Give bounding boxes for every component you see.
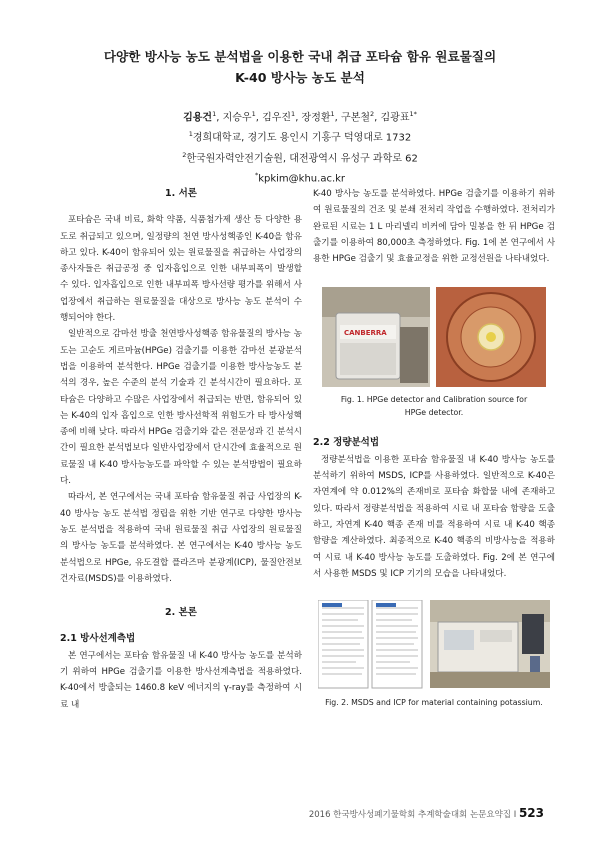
author-name: 구본철 bbox=[341, 112, 371, 124]
figure-1 bbox=[313, 287, 555, 419]
figure-2-image bbox=[318, 600, 550, 690]
email-text: kpkim@khu.ac.kr bbox=[258, 173, 346, 185]
subsection-title-2-1: 2.1 방사선계측법 bbox=[60, 633, 136, 645]
author-sup: 2 bbox=[370, 110, 375, 118]
figure-2 bbox=[313, 600, 555, 709]
author-sep: , bbox=[216, 112, 223, 124]
affiliation-2 bbox=[40, 147, 560, 167]
author-sup: 1 bbox=[212, 110, 217, 118]
paper-title bbox=[40, 46, 560, 88]
footer-separator: I bbox=[513, 810, 517, 820]
author-name: 김광표 bbox=[380, 112, 410, 124]
section-title-intro: 1. 서론 bbox=[165, 188, 197, 199]
author-block bbox=[40, 106, 560, 187]
canberra-label: CANBERRA bbox=[344, 329, 387, 338]
email-sup: * bbox=[254, 170, 259, 179]
s21-paragraph-continued: K-40 방사능 농도를 분석하였다. HPGe 검출기를 이용하기 위하여 원료물질의 건조 및 분쇄 전처리 작업을 수행하였다. 전처리가 완료된 시료는 1 L 마리넬리 비커에 담아 밀봉을 한 뒤 HPGe 검출기를 이용하여 80,000초 측정하였다. Fig. 1에 본 연구에서 사용한 HPGe 검출기 및 효율교정을 위한 교정선원을 나타내었다. bbox=[313, 189, 555, 265]
corresponding-email bbox=[40, 167, 560, 187]
title-line-2: K-40 방사능 농도 분석 bbox=[235, 70, 365, 85]
page-footer bbox=[260, 806, 544, 820]
author-sup: 1 bbox=[330, 110, 335, 118]
intro-paragraph-1: 포타슘은 국내 비료, 화학 약품, 식품첨가제 생산 등 다양한 용도로 취급되고 있으며, 일정량의 천연 방사성핵종인 K-40을 함유하고 있다. K-40이 함유되어 있는 원료물질을 취급하는 사업장의 종사자들은 취급공정 중 입자흡입으로 인한 내부피폭이 발생할 수 있다. 입자흡입으로 인한 내부피폭 방사선량 평가를 위해서 사업장에서 취급하는 원료물질을 대상으로 방사능 농도 분석이 수행되어야 한다. bbox=[60, 215, 302, 324]
subsection-title-2-2: 2.2 정량분석법 bbox=[313, 437, 380, 449]
author-sep: , bbox=[374, 112, 381, 124]
intro-paragraph-3: 따라서, 본 연구에서는 국내 포타슘 함유물질 취급 사업장의 K-40 방사능 농도 분석법 정립을 위한 기반 연구로 다양한 방사능농도 분석법을 적용하여 국내 원료물질 취급 사업장의 원료물질의 방사능 농도를 분석하였다. 본 연구에서는 K-40 방사능 농도 분석법으로 HPGe, 유도결합 플라즈마 분광계(ICP), 물질안전보건자료(MSDS)를 이용하였다. bbox=[60, 492, 302, 584]
author-name: 지승우 bbox=[222, 112, 252, 124]
section-title-body: 2. 본론 bbox=[165, 607, 197, 619]
s21-paragraph-1: 본 연구에서는 포타슘 함유물질 내 K-40 방사능 농도를 분석하기 위하여 HPGe 검출기를 이용한 방사선계측법을 적용하였다. K-40에서 방출되는 1460.8 keV 에너지의 γ-ray를 측정하여 시료 내 bbox=[60, 650, 302, 710]
author-sep: , bbox=[334, 112, 342, 124]
author-sep: , bbox=[255, 112, 263, 124]
icp-monitor bbox=[522, 614, 544, 654]
affiliation-1 bbox=[40, 126, 560, 146]
title-line-1: 다양한 방사능 농도 분석법을 이용한 국내 취급 포타슘 함유 원료물질의 bbox=[103, 49, 497, 64]
intro-paragraph-2: 일반적으로 감마선 방출 천연방사성핵종 함유물질의 방사능 농도는 고순도 게르마늄(HPGe) 검출기를 이용한 감마선 분광분석법을 이용하여 분석한다. HPGe 검출기를 이용한 방사능농도 분석의 경우, 높은 수준의 분석 기술과 긴 분석시간이 필요하다. 포타슘은 다양하고 수많은 사업장에서 취급되는 반면, 함유되어 있는 K-40의 입자 흡입으로 인한 방사선학적 위험도가 타 방사성핵종에 비해 낮다. 따라서 HPGe 검출기와 같은 전문성과 긴 분석시간이 필요한 분석법보다 일반사업장에서 단시간에 효율적으로 원료물질 내 K-40 방사능농도를 파악할 수 있는 분석방법이 필요하다. bbox=[60, 329, 302, 487]
affil-text: 한국원자력안전기술원, 대전광역시 유성구 과학로 62 bbox=[186, 152, 418, 164]
author-list bbox=[40, 106, 560, 126]
author-sup: 1 bbox=[251, 110, 256, 118]
author-sep: , bbox=[295, 112, 302, 124]
figure-1-image bbox=[322, 287, 546, 387]
figure-1-caption bbox=[313, 393, 555, 419]
affil-sup: 2 bbox=[182, 150, 187, 159]
author-name: 김용건 bbox=[183, 112, 213, 124]
author-name: 김우진 bbox=[262, 112, 292, 124]
author-sup: 1 bbox=[291, 110, 296, 118]
affil-text: 경희대학교, 경기도 용인시 기흥구 덕영대로 1732 bbox=[192, 132, 412, 144]
figure-1-caption-line-2: HPGe detector. bbox=[404, 408, 464, 418]
figure-2-caption: Fig. 2. MSDS and ICP for material containing potassium. bbox=[325, 698, 543, 708]
affil-sup: 1 bbox=[188, 130, 193, 139]
figure-1-caption-line-1: Fig. 1. HPGe detector and Calibration source for bbox=[340, 395, 528, 405]
s22-paragraph-1: 정량분석법을 이용한 포타슘 함유물질 내 K-40 방사능 농도를 분석하기 위하여 MSDS, ICP를 사용하였다. 일반적으로 K-40은 자연계에 약 0.012%의 존재비로 포타슘 화합물 내에 존재하고 있다. 따라서 정량분석법을 적용하여 시료 내 포타슘 함량을 도출하고, 자연계 K-40 핵종 존재 비를 적용하여 시료 내 K-40 핵종 함량을 계산하였다. 최종적으로 K-40 핵종의 비방사능을 적용하여 시료 내 K-40 방사능 농도를 도출하였다. Fig. 2에 본 연구에서 사용한 MSDS 및 ICP 기기의 모습을 나타내었다. bbox=[313, 454, 555, 579]
right-column bbox=[313, 186, 555, 709]
footer-text: 2016 한국방사성폐기물학회 추계학술대회 논문요약집 bbox=[308, 810, 512, 820]
page-number: 523 bbox=[518, 806, 544, 820]
left-column bbox=[60, 186, 302, 713]
author-sup: 1* bbox=[409, 110, 417, 118]
author-name: 장정환 bbox=[301, 112, 331, 124]
